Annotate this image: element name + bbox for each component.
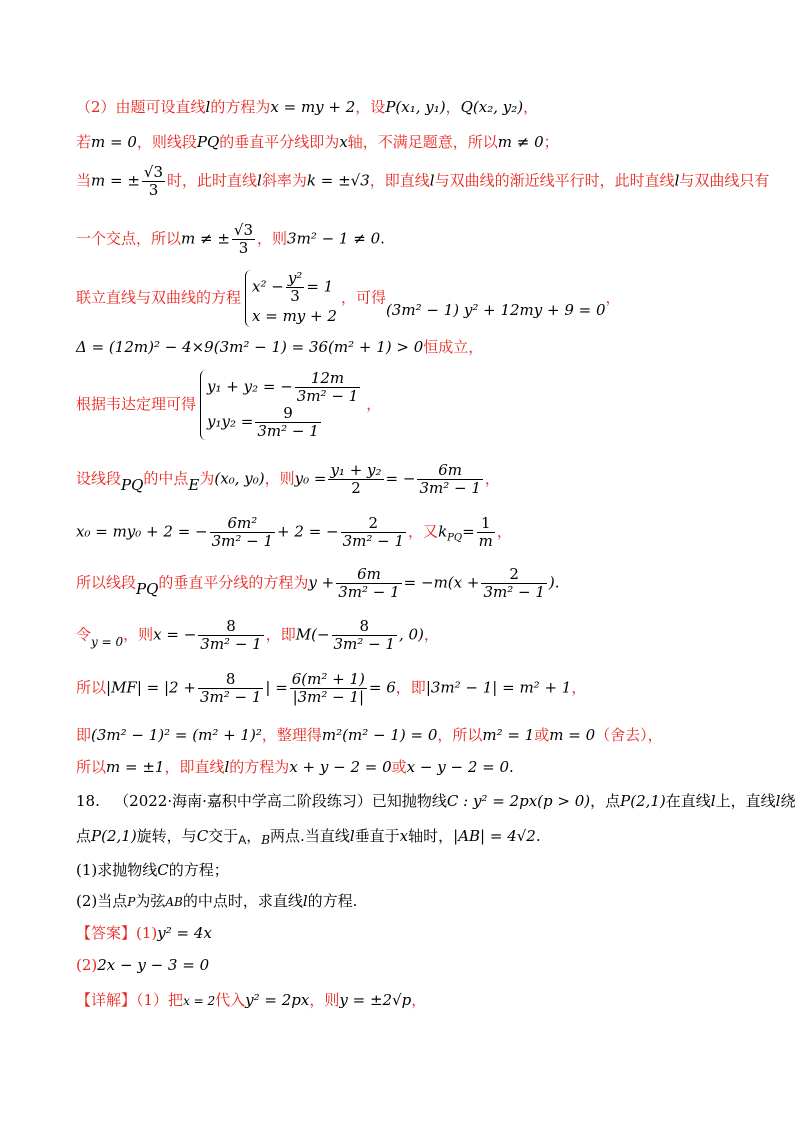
system-row bbox=[252, 270, 337, 305]
math-pq: PQ bbox=[196, 133, 220, 151]
text: ，则 bbox=[123, 625, 154, 644]
text: 在直线 bbox=[665, 792, 711, 810]
line-1 bbox=[76, 98, 538, 116]
math-l: l bbox=[674, 171, 680, 190]
text: 两点.当直线 bbox=[270, 827, 350, 845]
math-eq: m = ±1 bbox=[106, 758, 165, 776]
line-8 bbox=[76, 462, 500, 497]
math-m: m ≠ ± bbox=[181, 229, 230, 248]
fraction bbox=[295, 370, 360, 405]
fraction bbox=[142, 164, 165, 199]
text: ， bbox=[523, 98, 539, 116]
text: 的方程. bbox=[307, 892, 358, 910]
text: ，即 bbox=[265, 625, 296, 644]
math-e: E bbox=[188, 475, 200, 494]
math-eq: Δ = (12m)² − 4×9(3m² − 1) = 36(m² + 1) > 0 bbox=[76, 338, 424, 356]
math-x: x bbox=[339, 133, 348, 151]
line-3 bbox=[76, 164, 769, 199]
numerator: √3 bbox=[143, 163, 164, 181]
text: ， bbox=[423, 625, 439, 644]
text: （2）由题可设直线 bbox=[76, 98, 206, 116]
text: ，可得 bbox=[340, 288, 386, 307]
text: ，则 bbox=[309, 991, 340, 1009]
fraction bbox=[198, 618, 263, 653]
fraction bbox=[210, 515, 275, 550]
math: = 6 bbox=[368, 678, 396, 697]
text: ，所以 bbox=[437, 726, 483, 744]
math: | = bbox=[265, 678, 288, 697]
text: 所以 bbox=[76, 758, 107, 776]
text: ， bbox=[366, 395, 382, 413]
fraction bbox=[328, 462, 383, 497]
denominator: 3 bbox=[238, 239, 249, 257]
math: M(− bbox=[295, 625, 330, 644]
math-b: B bbox=[261, 833, 271, 847]
answer-tag: 【答案】 bbox=[76, 924, 137, 942]
numerator: 6m bbox=[336, 566, 401, 584]
math-c: C bbox=[196, 827, 209, 845]
text: 或 bbox=[391, 758, 407, 776]
math: x = − bbox=[153, 625, 197, 644]
line-13 bbox=[76, 726, 663, 744]
line-4 bbox=[76, 222, 385, 257]
math: y₀ = bbox=[294, 469, 327, 488]
fraction bbox=[481, 566, 546, 601]
denominator: 3m² − 1 bbox=[342, 532, 405, 550]
text: 设线段 bbox=[76, 469, 122, 488]
question-18-line-2 bbox=[76, 827, 541, 846]
question-number: 18. bbox=[76, 792, 100, 810]
math: |MF| = |2 + bbox=[106, 678, 196, 697]
math-m: m = ± bbox=[91, 171, 140, 190]
fraction bbox=[341, 515, 406, 550]
math: + 2 = − bbox=[277, 522, 339, 541]
answer-line-2 bbox=[76, 956, 209, 974]
math: x² − bbox=[252, 277, 284, 296]
detail-tag: 【详解】 bbox=[76, 991, 137, 1009]
math-eq: 2x − y − 3 = 0 bbox=[97, 956, 210, 974]
math-l: l bbox=[429, 171, 435, 190]
answer-line-1 bbox=[76, 924, 212, 942]
text: 的方程为 bbox=[229, 758, 290, 776]
numerator: 12m bbox=[295, 370, 360, 388]
denominator: 3m² − 1 bbox=[199, 688, 262, 706]
text: ，则线段 bbox=[136, 133, 197, 151]
math-pq: PQ bbox=[121, 475, 144, 494]
denominator: 3 bbox=[290, 287, 300, 305]
text: ， bbox=[496, 522, 512, 541]
math-p: P bbox=[127, 895, 136, 909]
text: 若 bbox=[76, 133, 92, 151]
fraction bbox=[477, 515, 495, 550]
text: 旋转，与 bbox=[136, 827, 197, 845]
denominator: 3m² − 1 bbox=[257, 422, 319, 440]
math: y₁y₂ = bbox=[207, 412, 254, 431]
fraction bbox=[336, 566, 401, 601]
text: ， bbox=[571, 678, 587, 697]
text: ，则 bbox=[264, 469, 295, 488]
text: ，点 bbox=[590, 792, 621, 810]
system-row bbox=[207, 370, 362, 405]
line-6 bbox=[76, 338, 483, 356]
text: . bbox=[380, 229, 385, 248]
text: . bbox=[509, 758, 514, 776]
text: ，即直线 bbox=[369, 171, 430, 190]
math-parabola: C : y² = 2px(p > 0) bbox=[446, 792, 591, 810]
text: 轴时， bbox=[408, 827, 454, 845]
math-a: A bbox=[238, 833, 247, 847]
fraction bbox=[255, 405, 320, 440]
line-5 bbox=[76, 270, 621, 327]
math-k: k bbox=[438, 522, 448, 541]
math-l: l bbox=[224, 758, 230, 776]
detail-line-1 bbox=[76, 991, 426, 1010]
text: 垂直于 bbox=[354, 827, 400, 845]
text: （舍去）， bbox=[595, 726, 663, 744]
text: 的垂直平分线即为 bbox=[219, 133, 340, 151]
text: ，即直线 bbox=[164, 758, 225, 776]
math-eq: m = 0 bbox=[549, 726, 596, 744]
math-pq: PQ bbox=[136, 579, 159, 598]
text: 时，此时直线 bbox=[167, 171, 258, 190]
equation-system bbox=[200, 370, 362, 440]
numerator: 6m bbox=[417, 462, 482, 480]
numerator: 8 bbox=[198, 618, 263, 636]
denominator: 3m² − 1 bbox=[211, 532, 274, 550]
text: . bbox=[535, 827, 541, 845]
text: 斜率为 bbox=[261, 171, 307, 190]
text: ，即 bbox=[395, 678, 426, 697]
line-11 bbox=[76, 618, 439, 653]
math: x₀ = my₀ + 2 = − bbox=[76, 522, 208, 541]
line-2 bbox=[76, 133, 559, 151]
text: 所以线段 bbox=[76, 573, 137, 592]
math-y: y = 0 bbox=[91, 634, 124, 649]
numerator: 6(m² + 1) bbox=[291, 670, 365, 688]
fraction bbox=[286, 270, 305, 305]
fraction bbox=[232, 222, 255, 257]
math-point-q: Q(x₂, y₂) bbox=[460, 98, 524, 116]
numerator: 8 bbox=[332, 618, 397, 636]
math-l: l bbox=[775, 792, 781, 810]
math-point-p: P(2,1) bbox=[91, 827, 137, 845]
system-row bbox=[207, 405, 362, 440]
text: ，又 bbox=[408, 522, 439, 541]
math-eq: y = ±2√p bbox=[339, 991, 412, 1009]
text: 的垂直平分线的方程为 bbox=[158, 573, 309, 592]
denominator: 3m² − 1 bbox=[338, 583, 400, 601]
text: 的中点时，求直线 bbox=[182, 892, 303, 910]
text: （1）把 bbox=[136, 991, 184, 1009]
denominator: 2 bbox=[351, 479, 361, 497]
math-eq: x = my + 2 bbox=[270, 98, 356, 116]
text: 交于 bbox=[208, 827, 239, 845]
math: ). bbox=[548, 573, 560, 592]
text: 代入 bbox=[215, 991, 246, 1009]
text: (1)求抛物线 bbox=[76, 861, 158, 879]
line-10 bbox=[76, 566, 560, 601]
text: 当 bbox=[76, 171, 92, 190]
math-eq: x − y − 2 = 0 bbox=[406, 758, 510, 776]
math-k: k = ±√3 bbox=[306, 171, 370, 190]
text: ， bbox=[605, 288, 621, 307]
denominator: 3m² − 1 bbox=[333, 635, 395, 653]
text: 与双曲线的渐近线平行时，此时直线 bbox=[434, 171, 675, 190]
math: = 1 bbox=[306, 277, 334, 296]
numerator: 2 bbox=[481, 566, 546, 584]
math-l: l bbox=[349, 827, 355, 845]
line-9 bbox=[76, 515, 512, 550]
text: (2)当点 bbox=[76, 892, 128, 910]
text: 一个交点，所以 bbox=[76, 229, 182, 248]
math-l: l bbox=[257, 171, 262, 190]
text: ； bbox=[543, 133, 559, 151]
text: 点 bbox=[76, 827, 92, 845]
text: 联立直线与双曲线的方程 bbox=[76, 288, 242, 307]
math-ab: AB bbox=[165, 895, 183, 909]
math-point-p: P(2,1) bbox=[620, 792, 666, 810]
text: 的中点 bbox=[143, 469, 189, 488]
text: (1) bbox=[136, 924, 158, 942]
fraction bbox=[198, 671, 263, 706]
text: （2022·海南·嘉积中学高二阶段练习）已知抛物线 bbox=[114, 792, 447, 810]
line-12 bbox=[76, 671, 586, 706]
text: 的方程为 bbox=[210, 98, 271, 116]
text: 根据韦达定理可得 bbox=[76, 395, 197, 413]
math-point-p: P(x₁, y₁) bbox=[385, 98, 446, 116]
math-eq: y² = 4x bbox=[157, 924, 212, 942]
equation-system bbox=[245, 270, 337, 327]
math: = bbox=[462, 522, 475, 541]
text: ， bbox=[445, 98, 461, 116]
numerator: y² bbox=[287, 269, 303, 287]
text: 令 bbox=[76, 625, 92, 644]
math-eq: y² = 2px bbox=[245, 991, 310, 1009]
math: y₁ + y₂ = − bbox=[207, 377, 293, 396]
text: 或 bbox=[534, 726, 550, 744]
text: 恒成立， bbox=[423, 338, 484, 356]
math-eq: x + y − 2 = 0 bbox=[289, 758, 392, 776]
denominator: |3m² − 1| bbox=[292, 688, 365, 706]
text: 绕 bbox=[780, 792, 796, 810]
text: ， bbox=[411, 991, 427, 1009]
text: 为 bbox=[199, 469, 215, 488]
math-eq: 3m² − 1 ≠ 0 bbox=[287, 229, 381, 248]
text: 即 bbox=[76, 726, 92, 744]
math-c: C bbox=[157, 861, 169, 879]
question-18-part-2 bbox=[76, 892, 357, 911]
denominator: 3m² − 1 bbox=[296, 387, 359, 405]
text: ， bbox=[246, 827, 262, 845]
denominator: m bbox=[478, 532, 493, 550]
text: ， bbox=[484, 469, 500, 488]
text: 为弦 bbox=[135, 892, 166, 910]
denominator: 3m² − 1 bbox=[419, 479, 481, 497]
line-7 bbox=[76, 370, 381, 440]
text: ，整理得 bbox=[261, 726, 322, 744]
math-subscript: PQ bbox=[447, 532, 463, 544]
numerator: √3 bbox=[233, 221, 254, 239]
question-18-part-1 bbox=[76, 861, 229, 879]
text: 轴，不满足题意，所以 bbox=[347, 133, 498, 151]
denominator: 3 bbox=[148, 181, 159, 199]
math: , 0) bbox=[398, 625, 424, 644]
math-ab: |AB| = 4√2 bbox=[453, 827, 536, 845]
fraction bbox=[417, 462, 482, 497]
math-neq: m ≠ 0 bbox=[497, 133, 544, 151]
math: = −m(x + bbox=[403, 573, 480, 592]
math-l: l bbox=[302, 892, 308, 910]
math: = − bbox=[385, 469, 416, 488]
denominator: 3m² − 1 bbox=[483, 583, 545, 601]
denominator: 3m² − 1 bbox=[200, 635, 262, 653]
math-eq: (3m² − 1) y² + 12my + 9 = 0 bbox=[385, 300, 606, 319]
text: ，设 bbox=[355, 98, 386, 116]
numerator: 8 bbox=[198, 671, 263, 689]
numerator: 9 bbox=[255, 405, 320, 423]
fraction bbox=[290, 671, 367, 706]
text: (2) bbox=[76, 956, 98, 974]
math-eq: m²(m² − 1) = 0 bbox=[321, 726, 438, 744]
line-14 bbox=[76, 758, 514, 776]
system-row bbox=[252, 305, 337, 327]
numerator: 6m² bbox=[210, 515, 275, 533]
math-x: x bbox=[399, 827, 409, 845]
question-18-line-1 bbox=[76, 792, 795, 810]
numerator: 2 bbox=[341, 515, 406, 533]
math: y + bbox=[308, 573, 335, 592]
text: ，则 bbox=[257, 229, 288, 248]
math-eq: |3m² − 1| = m² + 1 bbox=[425, 678, 572, 697]
numerator: y₁ + y₂ bbox=[330, 461, 382, 479]
text: 所以 bbox=[76, 678, 107, 697]
math-eq: m = 0 bbox=[91, 133, 137, 151]
math-l: l bbox=[710, 792, 716, 810]
text: 的方程； bbox=[168, 861, 229, 879]
math-l: l bbox=[205, 98, 211, 116]
math-eq: (3m² − 1)² = (m² + 1)² bbox=[91, 726, 262, 744]
math: x = my + 2 bbox=[252, 307, 337, 325]
math-eq: m² = 1 bbox=[482, 726, 535, 744]
math-x: x = 2 bbox=[183, 994, 216, 1008]
math-point: (x₀, y₀) bbox=[214, 469, 265, 488]
text: 与双曲线只有 bbox=[679, 171, 770, 190]
numerator: 1 bbox=[477, 515, 495, 533]
fraction bbox=[332, 618, 397, 653]
text: 上，直线 bbox=[715, 792, 776, 810]
